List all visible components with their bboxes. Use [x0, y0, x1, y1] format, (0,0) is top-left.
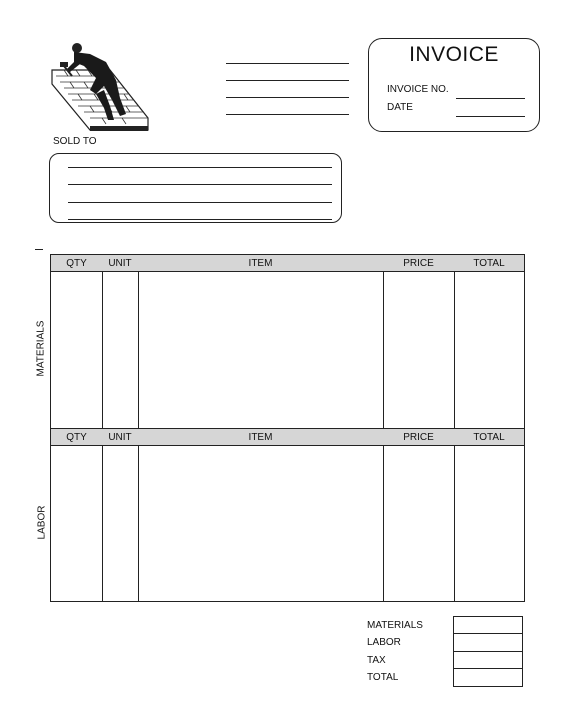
column-header-unit: UNIT [108, 258, 132, 269]
column-header-qty: QTY [66, 258, 87, 269]
labor-total-field[interactable] [454, 634, 522, 651]
sold-to-box [49, 153, 342, 223]
address-line[interactable] [226, 63, 349, 64]
column-header-total: TOTAL [473, 258, 505, 269]
materials-total-field[interactable] [454, 617, 522, 633]
sold-to-line[interactable] [68, 219, 332, 220]
sold-to-label: SOLD TO [53, 136, 97, 147]
materials-section-label: MATERIALS [35, 320, 47, 377]
labor-total-label: LABOR [367, 637, 401, 648]
address-line[interactable] [226, 97, 349, 98]
date-label: DATE [387, 102, 413, 113]
grand-total-field[interactable] [454, 669, 522, 686]
divider-mark [35, 249, 43, 250]
invoice-title: INVOICE [409, 43, 499, 66]
labor-header-row [51, 428, 524, 446]
labor-entry-area[interactable] [51, 446, 524, 601]
column-header-item: ITEM [248, 432, 273, 443]
totals-box [453, 616, 523, 687]
tax-field[interactable] [454, 652, 522, 668]
column-header-price: PRICE [403, 432, 434, 443]
column-header-item: ITEM [248, 258, 273, 269]
sold-to-line[interactable] [68, 202, 332, 203]
sold-to-line[interactable] [68, 184, 332, 185]
invoice-info-box [368, 38, 540, 132]
sold-to-line[interactable] [68, 167, 332, 168]
column-header-price: PRICE [403, 258, 434, 269]
labor-section-label: LABOR [36, 505, 48, 540]
address-line[interactable] [226, 80, 349, 81]
date-field[interactable] [456, 116, 525, 117]
column-header-qty: QTY [66, 432, 87, 443]
tax-label: TAX [367, 655, 386, 666]
materials-total-label: MATERIALS [367, 620, 423, 631]
invoice-no-label: INVOICE NO. [387, 84, 449, 95]
column-header-unit: UNIT [108, 432, 132, 443]
roofer-icon [50, 40, 152, 137]
address-line[interactable] [226, 114, 349, 115]
invoice-no-field[interactable] [456, 98, 525, 99]
line-items-table [50, 254, 525, 602]
grand-total-label: TOTAL [367, 672, 399, 683]
column-header-total: TOTAL [473, 432, 505, 443]
materials-entry-area[interactable] [51, 272, 524, 428]
materials-header-row [51, 255, 524, 272]
